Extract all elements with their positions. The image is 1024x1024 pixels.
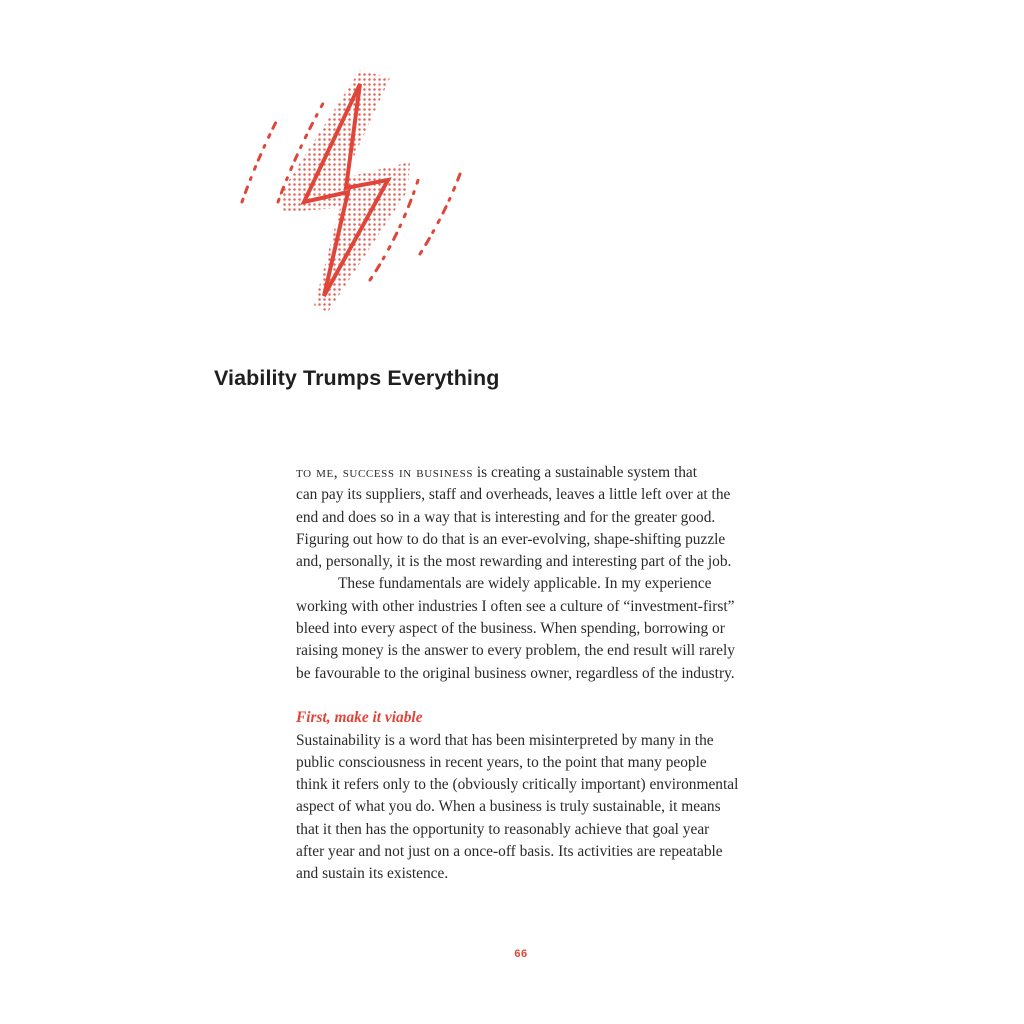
text-line: These fundamentals are widely applicable. In my experience	[338, 575, 712, 593]
body-text	[296, 462, 756, 886]
text-line: Figuring out how to do that is an ever-evolving, shape-shifting puzzle	[296, 530, 726, 548]
text-line: working with other industries I often see a culture of “investment-first”	[296, 597, 735, 615]
text-line: public consciousness in recent years, to the point that many people	[296, 753, 707, 771]
text-line: end and does so in a way that is interesting and for the greater good.	[296, 508, 716, 526]
text-line: be favourable to the original business owner, regardless of the industry.	[296, 664, 735, 682]
paragraph-2	[296, 573, 756, 684]
text-line-segment: is creating a sustainable system that	[473, 464, 698, 481]
text-line: think it refers only to the (obviously critically important) environmental	[296, 776, 739, 794]
page-title: Viability Trumps Everything	[214, 366, 500, 390]
page-number: 66	[514, 948, 528, 960]
paragraph-1	[296, 462, 756, 573]
text-line: that it then has the opportunity to reasonably achieve that goal year	[296, 820, 710, 838]
text-line: and sustain its existence.	[296, 865, 449, 883]
text-line: Sustainability is a word that has been misinterpreted by many in the	[296, 731, 714, 749]
text-line: bleed into every aspect of the business. When spending, borrowing or	[296, 620, 725, 638]
text-line: aspect of what you do. When a business is truly sustainable, it means	[296, 798, 721, 816]
section-subheading: First, make it viable	[296, 709, 423, 727]
text-line: raising money is the answer to every problem, the end result will rarely	[296, 642, 735, 660]
text-line: after year and not just on a once-off basis. Its activities are repeatable	[296, 843, 723, 861]
text-line	[296, 462, 756, 484]
paragraph-3	[296, 730, 756, 886]
text-line: can pay its suppliers, staff and overheads, leaves a little left over at the	[296, 486, 731, 504]
lightning-bolt-icon	[232, 62, 472, 318]
lead-in-small-caps: to me, success in business	[296, 464, 474, 481]
text-line: and, personally, it is the most rewarding and interesting part of the job.	[296, 553, 732, 571]
